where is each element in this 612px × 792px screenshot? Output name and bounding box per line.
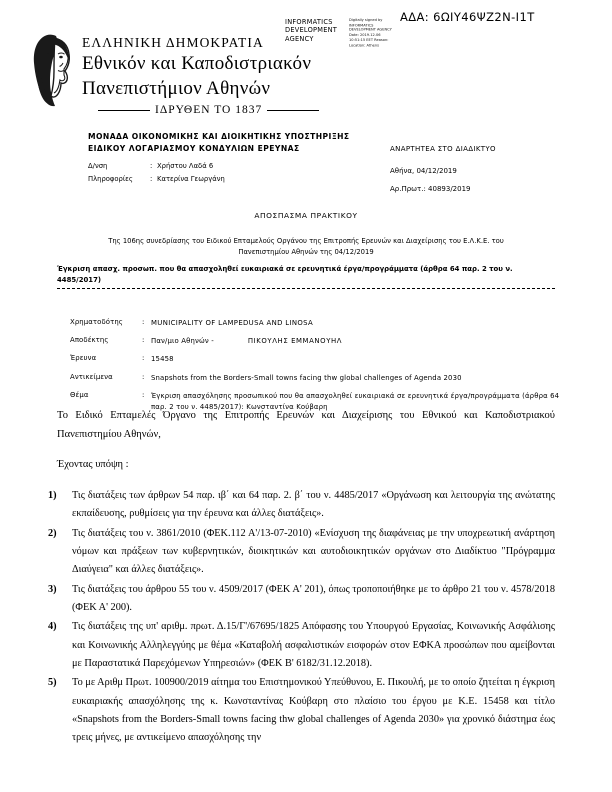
subject-strip: Έγκριση απασχ. προσωπ. που θα απασχοληθεί ευκαιριακά σε ερευνητικά έργα/προγράμματα (άρθρα 64 παρ. 2 του ν. 4485/2017) (57, 264, 555, 289)
field-colon: : (142, 318, 145, 326)
list-item-marker: 5) (48, 677, 57, 689)
organ-paragraph: Το Ειδικό Επταμελές Όργανο της Επιτροπής Ερευνών και Διαχείρισης του Εθνικού και Καποδιστριακού Πανεπιστημίου Αθηνών, (57, 410, 555, 441)
field-colon: : (142, 390, 145, 399)
page-title: ΑΠΟΣΠΑΣΜΑ ΠΡΑΚΤΙΚΟΥ (254, 211, 358, 220)
having-in-mind: Έχοντας υπόψη : (57, 459, 129, 470)
contact-address-row (88, 160, 225, 173)
letterhead (82, 36, 412, 116)
field-colon: : (142, 336, 145, 345)
list-item (46, 487, 555, 524)
list-item-text: Το με Αριθμ Πρωτ. 100900/2019 αίτημα του Επιστημονικού Υπεύθυνου, Ε. Πικουλή, με το οποίο ζητείται η έγκριση ευκαιριακής απασχόλησης της κ. Κωνσταντίνας Κούβαρη στο πλαίσιο του έργου με Κ.Ε. 15458 και τίτλο «Snapshots from the Borders-Small towns facing thw global challenges of Agenda 2030» για χρονικό διάστημα έως τρεις μήνες, με αντικείμενο απασχόλησης την (72, 677, 555, 744)
field-value: Έγκριση απασχόλησης προσωπικού που θα απασχοληθεί ευκαιριακά σε ερευνητικά έργα/προγράμματα (άρθρα 64 παρ. 2 του ν. 4485/2017): Κωνσταντίνα Κούβαρη (151, 391, 560, 411)
letterhead-university-line2: Πανεπιστήμιον Αθηνών (82, 77, 271, 99)
founded-rule-left (98, 110, 150, 111)
session-line: Της 106ης συνεδρίασης του Ειδικού Επταμελούς Οργάνου της Επιτροπής Ερευνών και Διαχείρισης του Ε.Λ.Κ.Ε. του Πανεπιστημίου Αθηνών της 04/12/2019 (108, 237, 504, 256)
field-row (70, 354, 560, 365)
field-value-main: Παν/μιο Αθηνών - (151, 337, 214, 346)
founded-text: ΙΔΡΥΘΕΝ ΤΟ 1837 (155, 104, 263, 116)
contact-block (88, 160, 225, 185)
document-meta (390, 145, 496, 193)
field-value: 15458 (151, 355, 174, 364)
list-item-marker: 1) (48, 490, 57, 501)
field-label: Θέμα (70, 390, 89, 399)
field-list (70, 318, 560, 420)
letterhead-university-line1: Εθνικόν και Καποδιστριακόν (82, 52, 312, 74)
list-item (46, 618, 555, 673)
field-row (70, 336, 560, 347)
unit-heading (88, 131, 350, 155)
list-item (46, 581, 555, 618)
list-item-text: Τις διατάξεις της υπ' αριθμ. πρωτ. Δ.15/Γ'/67695/1825 Απόφασης του Υπουργού Εργασίας, Κοινωνικής Ασφάλισης και Κοινωνικής Αλληλεγγύης με θέμα «Καταβολή ασφαλιστικών εισφορών στον ΕΦΚΑ προσώπων που αμείβονται με Παραστατικά Παρεχόμενων Υπηρεσιών» (ΦΕΚ Β' 6182/31.12.2018). (72, 621, 555, 669)
field-row (70, 318, 560, 329)
signature-agency-name: INFORMATICS DEVELOPMENT AGENCY (285, 18, 338, 43)
city-date: Αθήνα, 04/12/2019 (390, 167, 457, 176)
posted-online-label: ΑΝΑΡΤΗΤΕΑ ΣΤΟ ΔΙΑΔΙΚΤΥΟ (390, 145, 496, 153)
ada-code: ΑΔΑ: 6ΩΙΥ46ΨΖ2Ν-Ι1Τ (400, 10, 535, 24)
letterhead-founded (82, 104, 412, 116)
info-label: Πληροφορίες (88, 174, 133, 183)
list-item-text: Τις διατάξεις του άρθρου 55 του ν. 4509/2017 (ΦΕΚ Α' 201), όπως τροποποιήθηκε με το άρθρο 21 του ν. 4578/2018 (ΦΕΚ Α' 200). (72, 583, 555, 613)
list-item (46, 674, 555, 747)
field-label: Χρηματοδότης (70, 318, 123, 326)
field-value-person: ΠΙΚΟΥΛΗΣ ΕΜΜΑΝΟΥΗΛ (247, 337, 343, 346)
founded-rule-right (267, 110, 319, 111)
numbered-list (46, 487, 555, 749)
list-item-text: Τις διατάξεις του ν. 3861/2010 (ΦΕΚ.112 Α'/13-07-2010) «Ενίσχυση της διαφάνειας με την υποχρεωτική ανάρτηση νόμων και πράξεων των κυβερνητικών, διοικητικών και αυτοδιοικητικών οργάνων στο Διαδίκτυο "Πρόγραμμα Διαύγεια" και άλλες διατάξεις». (72, 527, 555, 576)
athena-head-emblem-icon (31, 33, 75, 109)
unit-line-2: ΕΙΔΙΚΟΥ ΛΟΓΑΡΙΑΣΜΟΥ ΚΟΝΔΥΛΙΩΝ ΕΡΕΥΝΑΣ (88, 143, 300, 153)
field-row (70, 373, 560, 384)
protocol-number: Αρ.Πρωτ.: 40893/2019 (390, 184, 471, 193)
field-label: Αποδέκτης (70, 336, 109, 345)
field-label: Έρευνα (70, 354, 97, 363)
contact-info-row (88, 173, 225, 186)
signature-details: Digitally signed by INFORMATICS DEVELOPMENT AGENCY Date: 2019.12.06 10:51:15 EET Reason: Location: Athens (349, 18, 392, 48)
field-value (151, 336, 560, 347)
list-item-marker: 3) (48, 583, 57, 595)
address-value: Χρήστου Λαδά 6 (157, 162, 214, 170)
field-colon: : (142, 354, 145, 363)
address-label: Δ/νση (88, 162, 108, 170)
info-separator: : (150, 174, 153, 183)
list-item-marker: 4) (48, 621, 57, 633)
field-value: MUNICIPALITY OF LAMPEDUSA AND LINOSA (151, 319, 314, 327)
field-value: Snapshots from the Borders-Small towns facing thw global challenges of Agenda 2030 (151, 373, 462, 382)
info-value: Κατερίνα Γεωργάνη (157, 174, 225, 183)
list-item (46, 525, 555, 580)
field-label: Αντικείμενα (70, 372, 113, 381)
address-separator: : (150, 162, 153, 170)
unit-line-1: ΜΟΝΑΔΑ ΟΙΚΟΝΟΜΙΚΗΣ ΚΑΙ ΔΙΟΙΚΗΤΙΚΗΣ ΥΠΟΣΤΗΡΙΞΗΣ (88, 132, 350, 141)
letterhead-republic: ΕΛΛΗΝΙΚΗ ΔΗΜΟΚΡΑΤΙΑ (82, 35, 264, 50)
field-colon: : (142, 372, 145, 381)
list-item-marker: 2) (48, 527, 57, 539)
list-item-text: Τις διατάξεις των άρθρων 54 παρ. ιβ΄ και 64 παρ. 2. β΄ του ν. 4485/2017 «Οργάνωση και λειτουργία της ανώτατης εκπαίδευσης, ρυθμίσεις για την έρευνα και άλλες διατάξεις». (72, 490, 555, 520)
